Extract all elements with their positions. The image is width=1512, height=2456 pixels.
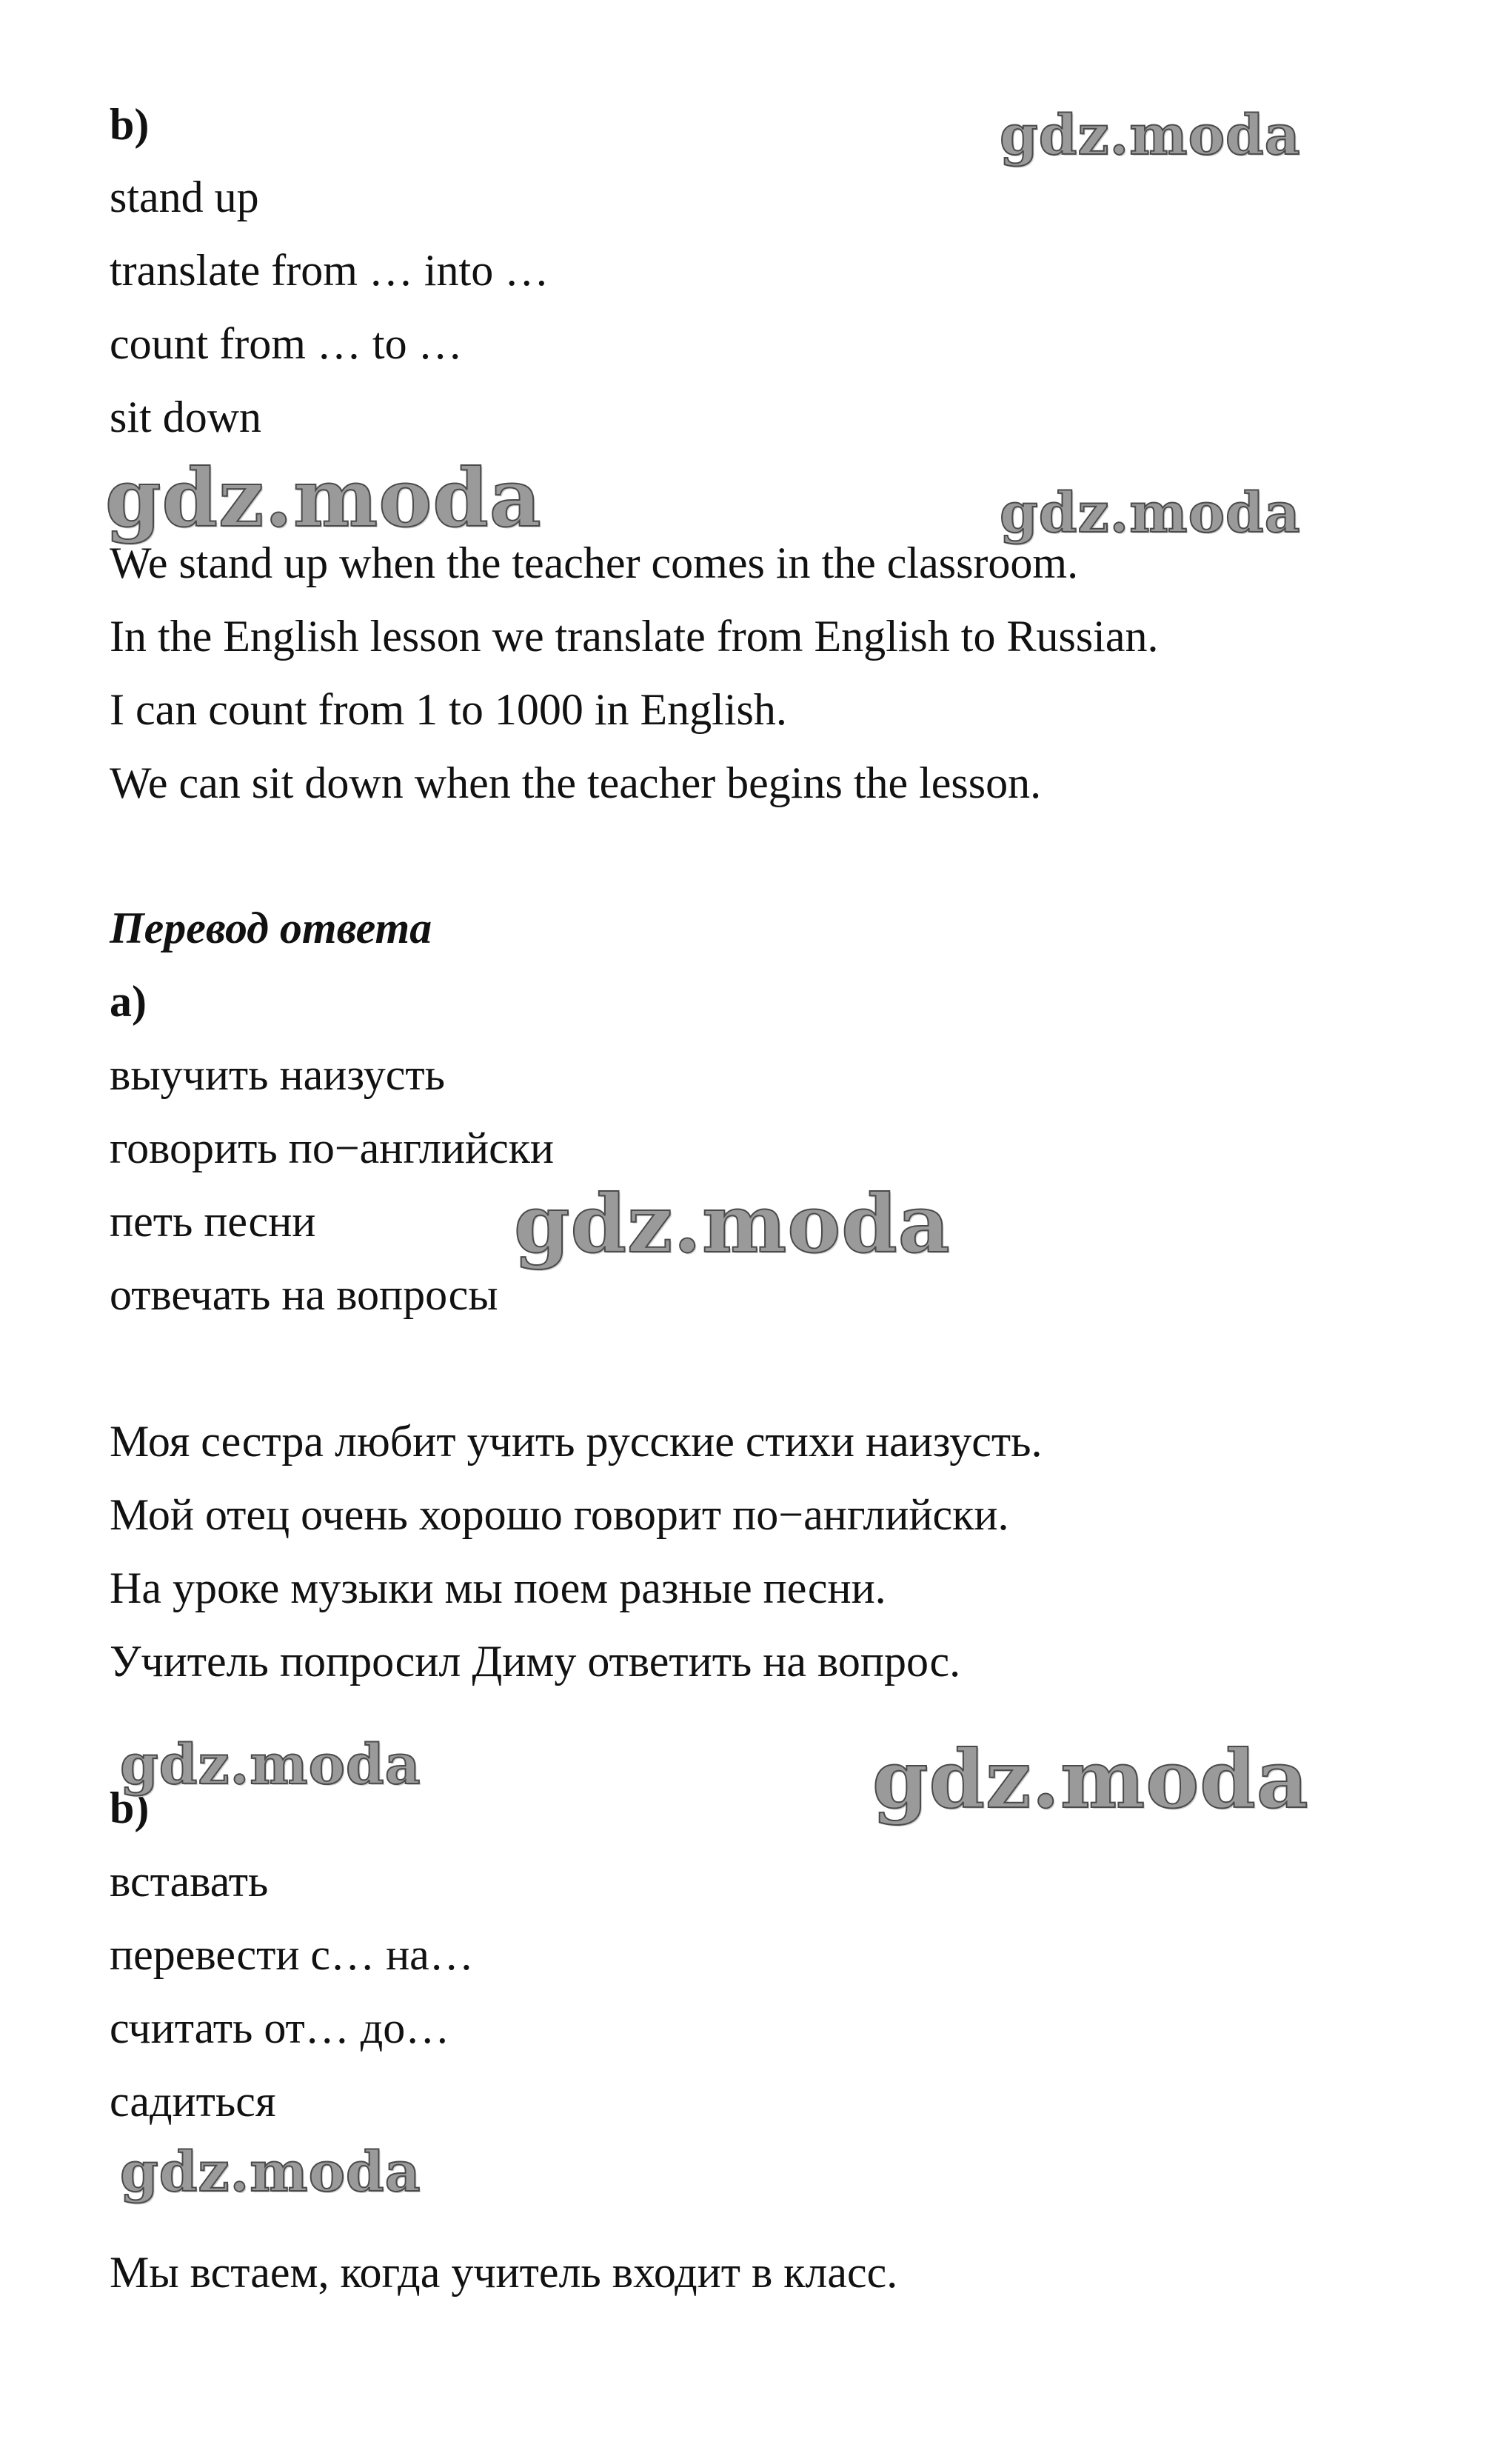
watermark-logo: gdz.moda [1000, 104, 1301, 167]
phrase-line: выучить наизусть [110, 1050, 446, 1099]
sentence-line: Моя сестра любит учить русские стихи наизусть. [110, 1417, 1043, 1466]
part-a-label: а) [110, 977, 147, 1026]
phrase-line: stand up [110, 173, 259, 221]
watermark-logo: gdz.moda [120, 1733, 421, 1797]
part-b-label: b) [110, 1783, 150, 1832]
sentence-line: На уроке музыки мы поем разные песни. [110, 1564, 886, 1612]
phrase-line: садиться [110, 2077, 276, 2126]
translation-heading: Перевод ответа [110, 904, 432, 952]
watermark-logo: gdz.moda [514, 1178, 951, 1271]
sentence-line: In the English lesson we translate from English to Russian. [110, 612, 1159, 661]
phrase-line: отвечать на вопросы [110, 1270, 498, 1319]
watermark-logo: gdz.moda [1000, 481, 1301, 545]
phrase-line: говорить по−английски [110, 1124, 555, 1172]
sentence-line: Мы встаем, когда учитель входит в класс. [110, 2248, 898, 2297]
phrase-line: перевести с… на… [110, 1930, 474, 1979]
phrase-line: петь песни [110, 1197, 316, 1246]
phrase-line: translate from … into … [110, 246, 549, 295]
sentence-line: We stand up when the teacher comes in the classroom. [110, 538, 1079, 587]
watermark-logo: gdz.moda [105, 452, 542, 545]
phrase-line: count from … to … [110, 319, 463, 368]
sentence-line: I can count from 1 to 1000 in English. [110, 685, 787, 734]
watermark-logo: gdz.moda [120, 2140, 421, 2204]
sentence-line: Мой отец очень хорошо говорит по−английски. [110, 1490, 1009, 1539]
watermark-logo: gdz.moda [872, 1733, 1309, 1826]
phrase-line: вставать [110, 1857, 269, 1906]
phrase-line: считать от… до… [110, 2003, 450, 2052]
sentence-line: Учитель попросил Диму ответить на вопрос. [110, 1637, 961, 1686]
phrase-line: sit down [110, 393, 262, 441]
section-b-label: b) [110, 100, 150, 149]
sentence-line: We can sit down when the teacher begins the lesson. [110, 758, 1042, 807]
